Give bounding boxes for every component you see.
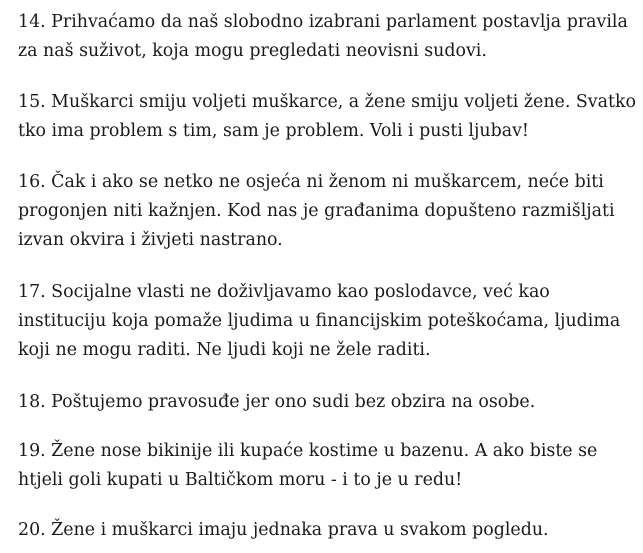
list-item-18 xyxy=(18,388,535,417)
paragraph-line: instituciju koja pomaže ljudima u financijskim poteškoćama, ljudima xyxy=(18,311,621,331)
paragraph-line: tko ima problem s tim, sam je problem. Voli i pusti ljubav! xyxy=(18,121,529,141)
paragraph-line: za naš suživot, koja mogu pregledati neovisni sudovi. xyxy=(18,41,487,61)
paragraph-line: progonjen niti kažnjen. Kod nas je građanima dopušteno razmišljati xyxy=(18,201,615,221)
paragraph-line: koji ne mogu raditi. Ne ljudi koji ne žele raditi. xyxy=(18,340,431,360)
list-item-19 xyxy=(18,437,597,495)
paragraph-line: 14. Prihvaćamo da naš slobodno izabrani parlament postavlja pravila xyxy=(18,12,628,32)
list-item-17 xyxy=(18,278,620,365)
paragraph-line: 19. Žene nose bikinije ili kupaće kostime u bazenu. A ako biste se xyxy=(18,441,598,461)
paragraph-line: 17. Socijalne vlasti ne doživljavamo kao poslodavce, već kao xyxy=(18,282,550,302)
paragraph-line: 18. Poštujemo pravosuđe jer ono sudi bez obzira na osobe. xyxy=(18,392,536,412)
paragraph-line: 15. Muškarci smiju voljeti muškarce, a žene smiju voljeti žene. Svatko xyxy=(18,92,636,112)
list-item-14 xyxy=(18,8,628,66)
list-item-20 xyxy=(18,516,549,545)
paragraph-line: 20. Žene i muškarci imaju jednaka prava u svakom pogledu. xyxy=(18,520,549,540)
list-item-15 xyxy=(18,88,636,146)
paragraph-line: htjeli goli kupati u Baltičkom moru - i to je u redu! xyxy=(18,470,463,490)
paragraph-line: 16. Čak i ako se netko ne osjeća ni ženom ni muškarcem, neće biti xyxy=(18,172,604,192)
paragraph-line: izvan okvira i živjeti nastrano. xyxy=(18,230,283,250)
list-item-16 xyxy=(18,168,615,255)
